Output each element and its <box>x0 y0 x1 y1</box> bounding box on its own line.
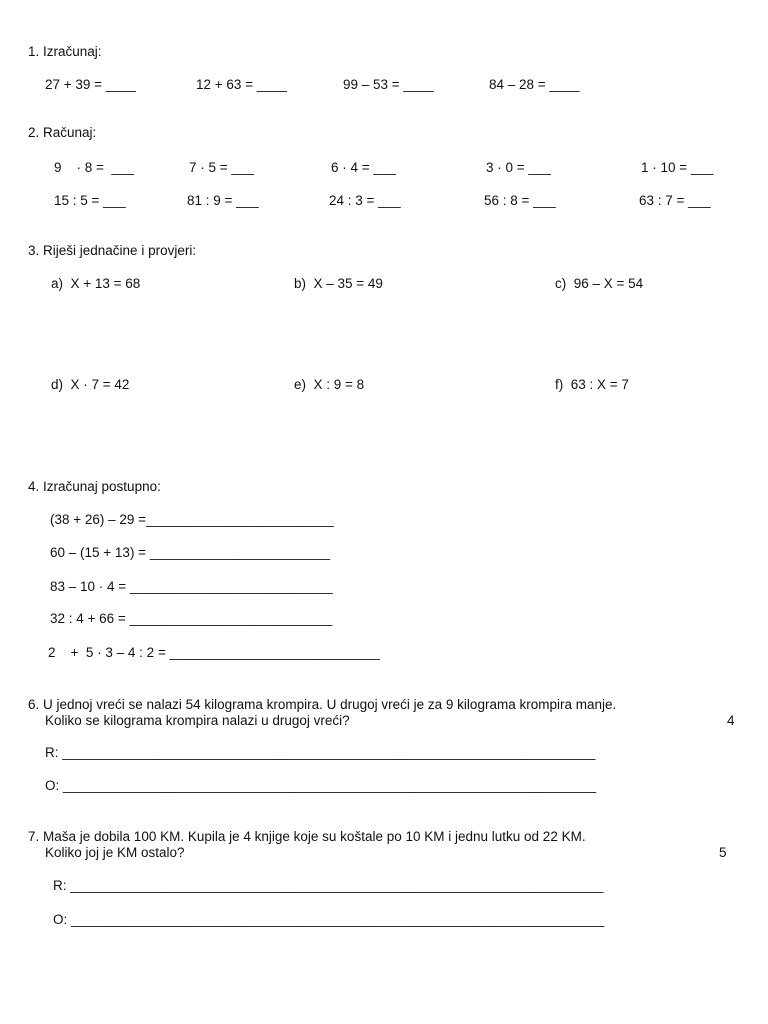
task-4-item-2: 60 – (15 + 13) = ________________________ <box>50 545 331 560</box>
task-7-answer-line: O: _______________________________________________________________________ <box>53 912 605 927</box>
task-4-item-1: (38 + 26) – 29 =_________________________ <box>50 512 334 527</box>
equation-e: e) X : 9 = 8 <box>294 377 365 392</box>
task-2-row2-item-1: 15 : 5 = ___ <box>54 193 126 208</box>
task-6-answer-line: O: _______________________________________________________________________ <box>45 778 597 793</box>
task-6-points: 4 <box>727 713 735 728</box>
task-2-row2-item-3: 24 : 3 = ___ <box>329 193 401 208</box>
task-1-item-2: 12 + 63 = ____ <box>196 77 287 92</box>
task-2-row1-item-4: 3 · 0 = ___ <box>486 160 551 175</box>
equation-b: b) X – 35 = 49 <box>294 276 383 291</box>
task-1-item-3: 99 – 53 = ____ <box>343 77 434 92</box>
task-4-item-3: 83 – 10 · 4 = ___________________________ <box>50 579 333 594</box>
task-6-text-line-1: 6. U jednoj vreći se nalazi 54 kilograma krompira. U drugoj vreći je za 9 kilograma krompira manje. <box>28 697 617 712</box>
task-7-points: 5 <box>719 845 727 860</box>
task-7-text-line-1: 7. Maša je dobila 100 KM. Kupila je 4 knjige koje su koštale po 10 KM i jednu lutku od 22 KM. <box>28 829 586 844</box>
equation-a: a) X + 13 = 68 <box>51 276 141 291</box>
task-2-row1-item-1: 9 · 8 = ___ <box>54 160 134 175</box>
task-2-row2-item-5: 63 : 7 = ___ <box>639 193 711 208</box>
task-7-text-line-2: Koliko joj je KM ostalo? <box>45 845 185 860</box>
task-2-row1-item-3: 6 · 4 = ___ <box>331 160 396 175</box>
task-2-title: 2. Računaj: <box>28 125 97 140</box>
task-1-item-1: 27 + 39 = ____ <box>45 77 136 92</box>
task-3-title: 3. Riješi jednačine i provjeri: <box>28 243 197 258</box>
task-2-row1-item-5: 1 · 10 = ___ <box>641 160 714 175</box>
equation-f: f) 63 : X = 7 <box>555 377 629 392</box>
task-2-row2-item-2: 81 : 9 = ___ <box>187 193 259 208</box>
task-1-item-4: 84 – 28 = ____ <box>489 77 580 92</box>
task-4-item-4: 32 : 4 + 66 = ___________________________ <box>50 611 333 626</box>
task-2-row1-item-2: 7 · 5 = ___ <box>189 160 254 175</box>
task-6-text-line-2: Koliko se kilograma krompira nalazi u drugoj vreći? <box>45 713 350 728</box>
equation-d: d) X · 7 = 42 <box>51 377 130 392</box>
task-4-item-5: 2 + 5 · 3 – 4 : 2 = ____________________________ <box>48 645 380 660</box>
task-2-row2-item-4: 56 : 8 = ___ <box>484 193 556 208</box>
task-7-calculation-line: R: _______________________________________________________________________ <box>53 878 604 893</box>
task-4-title: 4. Izračunaj postupno: <box>28 479 161 494</box>
task-6-calculation-line: R: _______________________________________________________________________ <box>45 745 596 760</box>
equation-c: c) 96 – X = 54 <box>555 276 644 291</box>
task-1-title: 1. Izračunaj: <box>28 44 102 59</box>
